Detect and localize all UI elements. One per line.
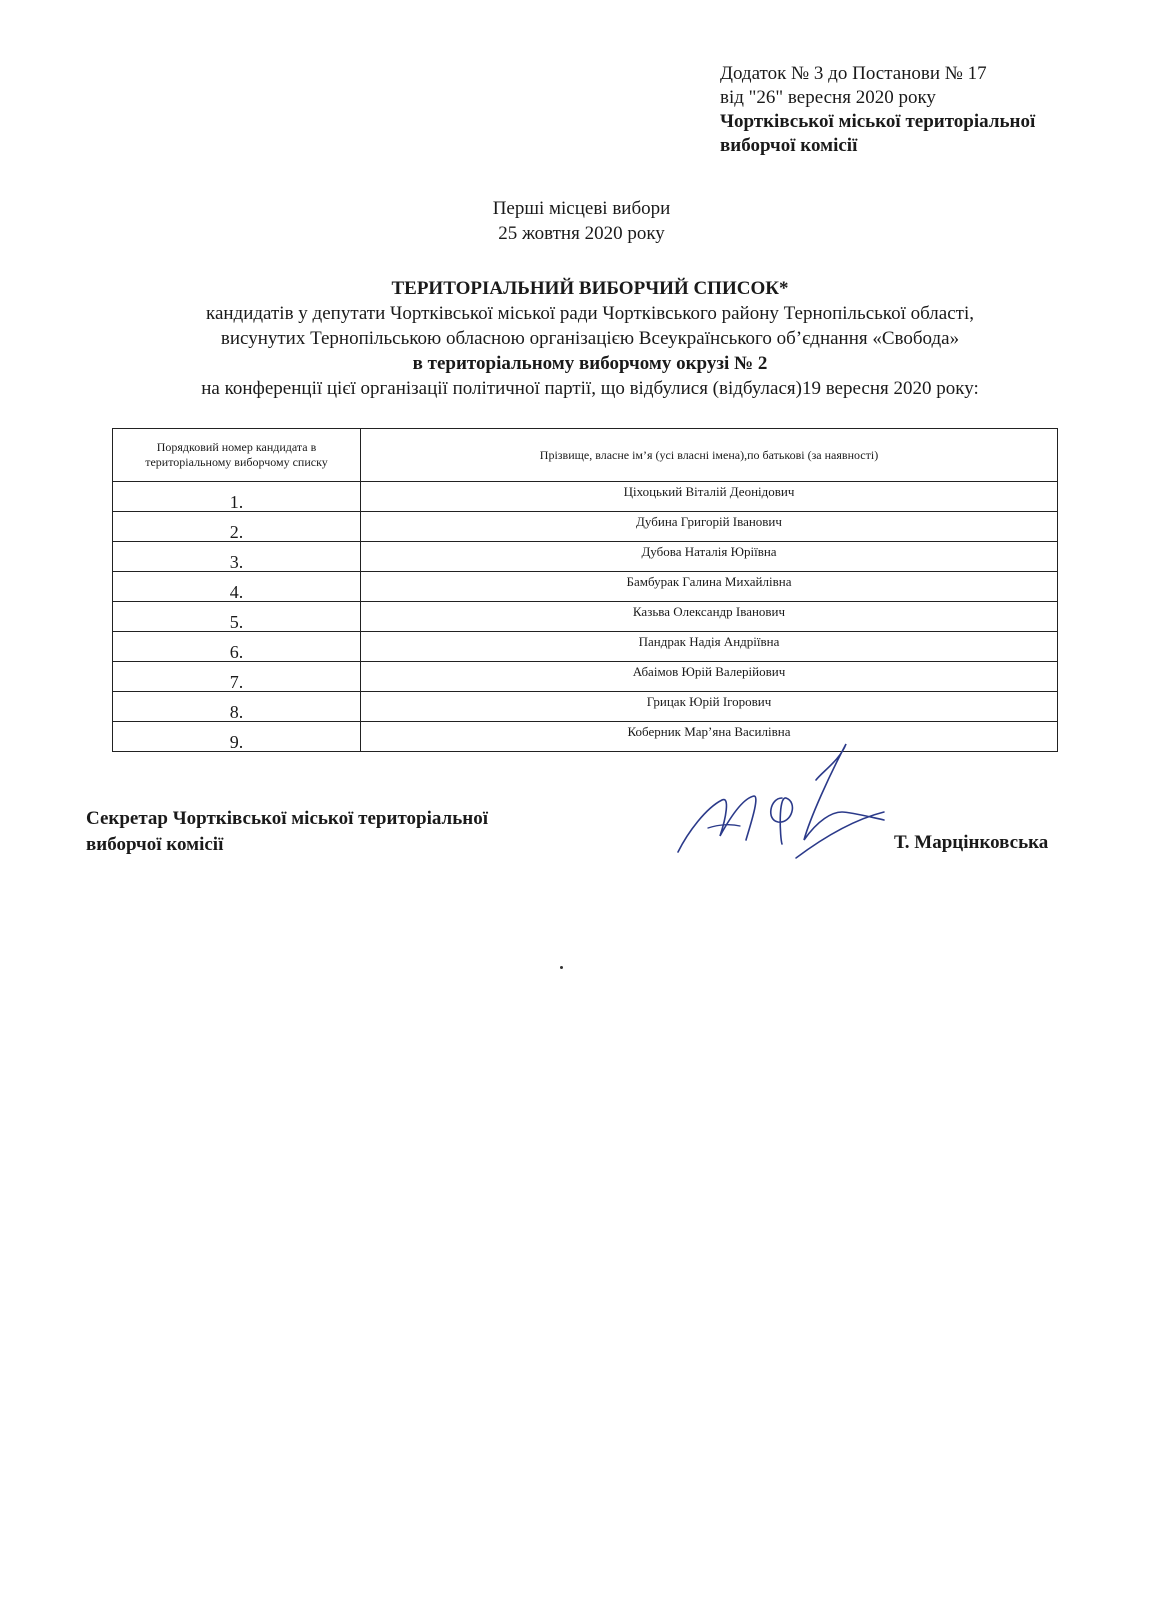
row-name: Дубина Григорій Іванович xyxy=(361,512,1058,542)
secretary-line-1: Секретар Чортківської міської територіальної xyxy=(86,808,488,829)
header-name: Прізвище, власне ім’я (усі власні імена),по батькові (за наявності) xyxy=(361,429,1058,482)
table-row xyxy=(113,632,1058,662)
annex-line-3: Чортківської міської територіальної xyxy=(720,111,1036,132)
elections-date: 25 жовтня 2020 року xyxy=(498,223,665,244)
table-row xyxy=(113,542,1058,572)
row-name: Дубова Наталія Юріївна xyxy=(361,542,1058,572)
secretary-line-2: виборчої комісії xyxy=(86,834,224,855)
elections-block xyxy=(0,196,1163,246)
table-header-row xyxy=(113,429,1058,482)
table-row xyxy=(113,482,1058,512)
annex-line-4: виборчої комісії xyxy=(720,135,858,156)
table-row xyxy=(113,662,1058,692)
row-number: 3. xyxy=(113,542,361,572)
table-row xyxy=(113,572,1058,602)
document-title: ТЕРИТОРІАЛЬНИЙ ВИБОРЧИЙ СПИСОК* xyxy=(391,278,789,299)
row-number: 4. xyxy=(113,572,361,602)
candidates-table xyxy=(112,428,1058,752)
table-row xyxy=(113,722,1058,752)
row-number: 2. xyxy=(113,512,361,542)
header-number: Порядковий номер кандидата в територіальному виборчому списку xyxy=(113,429,361,482)
table-row xyxy=(113,512,1058,542)
row-name: Грицак Юрій Ігорович xyxy=(361,692,1058,722)
annex-line-2: від "26" вересня 2020 року xyxy=(720,87,936,108)
heading-line-2: висунутих Тернопільською обласною організацією Всеукраїнського об’єднання «Свобода» xyxy=(220,328,960,349)
heading-line-4: на конференції цієї організації політичної партії, що відбулися (відбулася)19 вересня 2020 року: xyxy=(201,378,979,399)
row-name: Казьва Олександр Іванович xyxy=(361,602,1058,632)
row-name: Бамбурак Галина Михайлівна xyxy=(361,572,1058,602)
row-name: Коберник Мар’яна Василівна xyxy=(361,722,1058,752)
document-heading xyxy=(60,276,1120,401)
annex-line-1: Додаток № 3 до Постанови № 17 xyxy=(720,63,987,84)
row-name: Пандрак Надія Андріївна xyxy=(361,632,1058,662)
secretary-title xyxy=(86,806,488,858)
row-number: 5. xyxy=(113,602,361,632)
row-number: 6. xyxy=(113,632,361,662)
row-number: 9. xyxy=(113,722,361,752)
table-row xyxy=(113,692,1058,722)
row-number: 7. xyxy=(113,662,361,692)
heading-line-1: кандидатів у депутати Чортківської міської ради Чортківського району Тернопільської області, xyxy=(206,303,974,324)
handwritten-signature xyxy=(670,740,910,880)
row-number: 8. xyxy=(113,692,361,722)
row-name: Абаімов Юрій Валерійович xyxy=(361,662,1058,692)
elections-title: Перші місцеві вибори xyxy=(492,198,671,219)
table-row xyxy=(113,602,1058,632)
heading-line-3: в територіальному виборчому окрузі № 2 xyxy=(412,353,768,374)
page-mark xyxy=(560,966,563,969)
row-number: 1. xyxy=(113,482,361,512)
annex-block xyxy=(720,62,1035,158)
row-name: Ціхоцький Віталій Деонідович xyxy=(361,482,1058,512)
signatory-name: Т. Марцінковська xyxy=(894,832,1049,853)
